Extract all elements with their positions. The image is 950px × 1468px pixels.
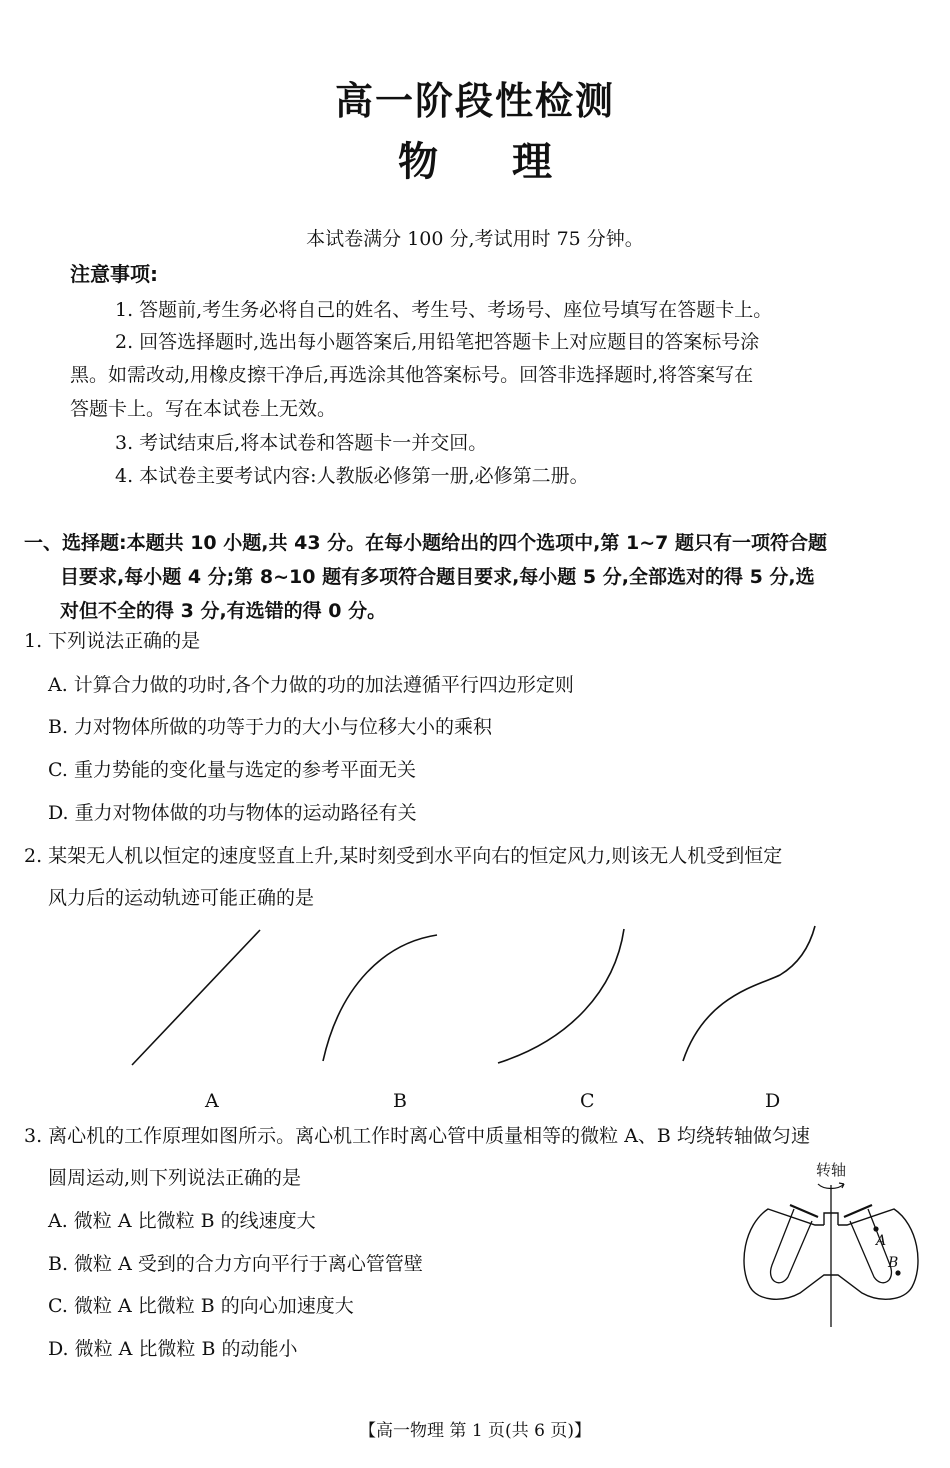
- note-3: 3. 考试结束后,将本试卷和答题卡一并交回。: [115, 432, 488, 454]
- page-footer: 【高一物理 第 1 页(共 6 页)】: [359, 1421, 591, 1441]
- notes-heading: 注意事项:: [70, 262, 158, 286]
- section-1-line-1: 一、选择题:本题共 10 小题,共 43 分。在每小题给出的四个选项中,第 1~7 题只有一项符合题: [24, 532, 827, 554]
- q2-stem-line-1: 2. 某架无人机以恒定的速度竖直上升,某时刻受到水平向右的恒定风力,则该无人机受到恒定: [24, 845, 783, 867]
- q3-option-a: A. 微粒 A 比微粒 B 的线速度大: [48, 1210, 316, 1232]
- note-2-line-2: 黑。如需改动,用橡皮擦干净后,再选涂其他答案标号。回答非选择题时,将答案写在: [70, 364, 754, 386]
- particle-a: [873, 1226, 878, 1231]
- particle-a-label: A: [876, 1233, 887, 1249]
- exam-intro: 本试卷满分 100 分,考试用时 75 分钟。: [306, 228, 644, 250]
- q2-trajectory-figures: [0, 915, 950, 1075]
- particle-b: [895, 1270, 900, 1275]
- centrifuge-axis-label: 转轴: [816, 1161, 847, 1179]
- note-2-line-1: 2. 回答选择题时,选出每小题答案后,用铅笔把答题卡上对应题目的答案标号涂: [115, 331, 760, 353]
- q1-option-d: D. 重力对物体做的功与物体的运动路径有关: [48, 802, 417, 824]
- q3-stem-line-1: 3. 离心机的工作原理如图所示。离心机工作时离心管中质量相等的微粒 A、B 均绕转轴做匀速: [24, 1125, 810, 1147]
- q3-option-c: C. 微粒 A 比微粒 B 的向心加速度大: [48, 1295, 354, 1317]
- subject-title: 物 理: [398, 139, 552, 185]
- q1-option-b: B. 力对物体所做的功等于力的大小与位移大小的乘积: [48, 716, 493, 738]
- section-1-line-2: 目要求,每小题 4 分;第 8~10 题有多项符合题目要求,每小题 5 分,全部选对的得 5 分,选: [60, 566, 815, 588]
- q2-label-b: B: [393, 1090, 407, 1112]
- note-2-line-3: 答题卡上。写在本试卷上无效。: [70, 398, 337, 420]
- centrifuge-figure: [730, 1155, 930, 1335]
- left-tube: [771, 1205, 818, 1283]
- q3-stem-line-2: 圆周运动,则下列说法正确的是: [48, 1167, 302, 1189]
- exam-title: 高一阶段性检测: [334, 79, 615, 123]
- q2-stem-line-2: 风力后的运动轨迹可能正确的是: [48, 887, 315, 909]
- trajectory-c: [498, 929, 624, 1063]
- q2-label-d: D: [765, 1090, 781, 1112]
- section-1-line-3: 对但不全的得 3 分,有选错的得 0 分。: [60, 600, 387, 622]
- trajectory-a: [132, 930, 260, 1065]
- q2-label-c: C: [580, 1090, 595, 1112]
- note-1: 1. 答题前,考生务必将自己的姓名、考生号、考场号、座位号填写在答题卡上。: [115, 299, 773, 321]
- q3-option-d: D. 微粒 A 比微粒 B 的动能小: [48, 1338, 298, 1360]
- note-4: 4. 本试卷主要考试内容:人教版必修第一册,必修第二册。: [115, 465, 589, 487]
- particle-b-label: B: [888, 1255, 899, 1271]
- trajectory-d: [683, 926, 815, 1061]
- q2-label-a: A: [205, 1090, 219, 1112]
- q1-option-c: C. 重力势能的变化量与选定的参考平面无关: [48, 759, 416, 781]
- q1-stem: 1. 下列说法正确的是: [24, 630, 201, 652]
- trajectory-b: [323, 935, 437, 1061]
- q1-option-a: A. 计算合力做的功时,各个力做的功的加法遵循平行四边形定则: [48, 674, 574, 696]
- q3-option-b: B. 微粒 A 受到的合力方向平行于离心管管壁: [48, 1253, 423, 1275]
